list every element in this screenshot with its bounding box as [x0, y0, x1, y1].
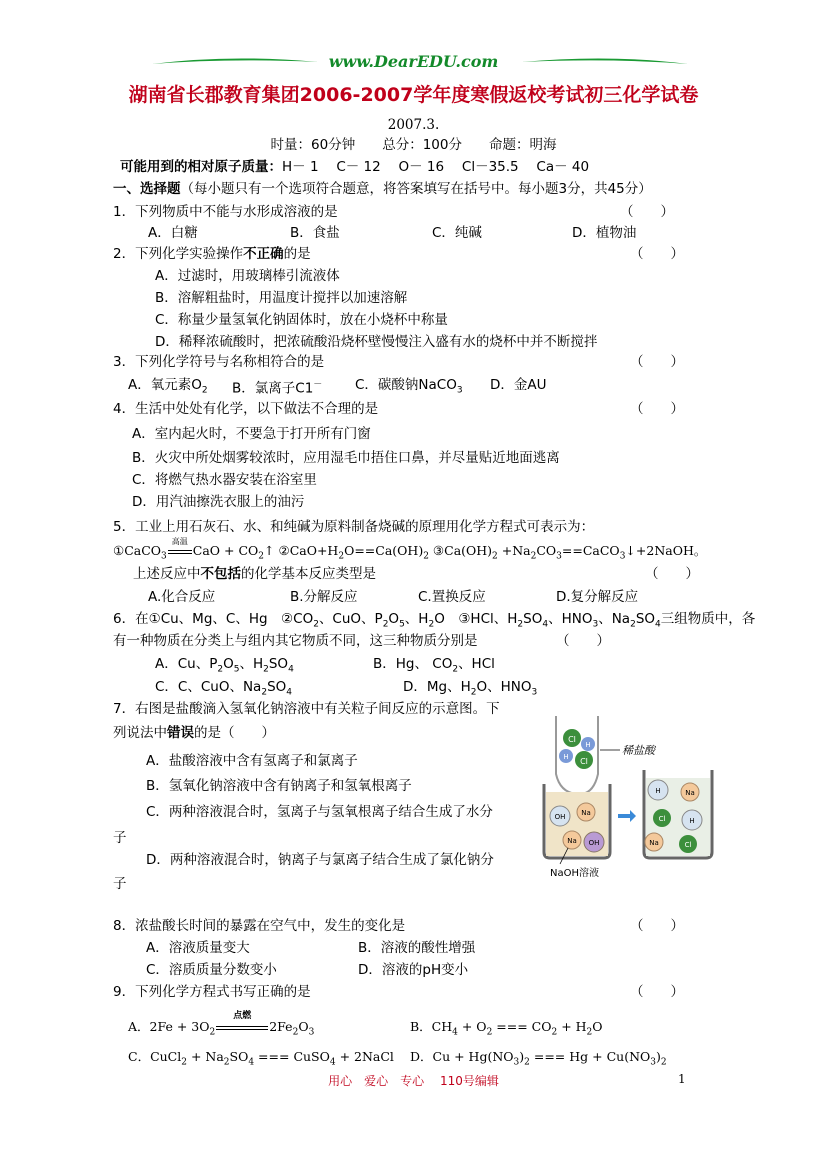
q6-option-a: A．Cu、$P_2O_5$、$H_2SO_4$: [155, 656, 294, 675]
q5-eq1-pre: ①CaCO: [113, 543, 162, 558]
q7-stem-line1: 7．右图是盐酸滴入氢氧化钠溶液中有关粒子间反应的示意图。下: [113, 701, 500, 717]
q6-sub4: 2: [428, 619, 435, 630]
q6-a-sub4: 4: [288, 664, 294, 675]
q2-stem: [113, 245, 311, 263]
q1-answer-paren[interactable]: （ ）: [620, 204, 674, 220]
q6-s1: 6．在①Cu、Mg、C、Hg ②CO: [113, 611, 314, 627]
q5-line2-emphasis: 不包括: [200, 566, 241, 582]
q9-c2: + Na: [186, 1049, 224, 1064]
q7-option-a: A．盐酸溶液中含有氢离子和氯离子: [146, 753, 358, 769]
q9-d-sub2: 2: [524, 1057, 530, 1068]
q9-b-sub: 4: [452, 1027, 458, 1038]
q9-answer-paren[interactable]: （ ）: [630, 984, 684, 1000]
exam-meta: 时量：60分钟 总分：100分 命题：明海: [270, 137, 557, 153]
q5-stem: 5．工业上用石灰石、水、和纯碱为原料制备烧碱的原理用化学方程式可表示为：: [113, 519, 595, 535]
dilute-hcl-label: 稀盐酸: [622, 744, 655, 757]
q4-option-c: C．将燃气热水器安装在浴室里: [132, 472, 317, 488]
q9-cond-text: 点燃: [233, 1011, 252, 1021]
q6-s10: 三组物质中，各: [660, 611, 756, 627]
chloride-label-3: Cl: [658, 815, 666, 823]
q9-d2: ): [519, 1049, 525, 1064]
q1-stem: 1．下列物质中不能与水形成溶液的是: [113, 204, 338, 220]
q6-sub2: 2: [382, 619, 389, 630]
section-heading: [113, 180, 652, 198]
q6-d1: D．Mg、H: [403, 679, 471, 695]
q9-c-sub3: 4: [248, 1057, 255, 1068]
q9-d4: ): [656, 1049, 661, 1064]
q7-l2-pre: 列说法中: [113, 725, 167, 741]
q5-option-a: A.化合反应: [148, 589, 216, 605]
q6-a-sub3: 2: [263, 664, 269, 675]
q5-eq3-sub: 2: [492, 551, 498, 562]
q3-option-a: [128, 376, 208, 400]
q7-stem-line2: [113, 724, 275, 742]
q7-option-d-line1: D．两种溶液混合时，钠离子与氯离子结合生成了氯化钠分: [146, 852, 494, 868]
q9-stem: 9．下列化学方程式书写正确的是: [113, 984, 311, 1000]
q8-answer-paren[interactable]: （ ）: [630, 918, 684, 934]
q5-equations: [113, 537, 707, 566]
q5-eq2-b: O==Ca(OH): [344, 543, 424, 558]
q6-sub1: 2: [313, 619, 319, 630]
q5-option-d: D.复分解反应: [556, 589, 639, 605]
q9-a3: O: [298, 1019, 309, 1034]
q1-option-d: D．植物油: [572, 225, 637, 241]
chloride-ion-label-2: Cl: [580, 757, 588, 766]
q9-a-sub2: 2: [292, 1027, 299, 1038]
hydrogen-ion-label-2: H: [563, 753, 569, 761]
sodium-label-3: Na: [685, 789, 695, 797]
q5-answer-paren[interactable]: （ ）: [645, 566, 699, 582]
atomic-mass-label: 可能用到的相对原子质量：: [120, 159, 282, 175]
q2-option-c: C．称量少量氢氧化钠固体时，放在小烧杯中称量: [155, 312, 448, 328]
q5-eq1-post: CaO + CO: [192, 543, 259, 558]
atomic-mass-values: H－ 1 C－ 12 O－ 16 Cl－35.5 Ca－ 40: [282, 159, 590, 175]
q6-stem-line2: 有一种物质在分类上与组内其它物质不同，这三种物质分别是: [113, 633, 478, 649]
q9-option-c: [128, 1048, 394, 1072]
exam-title: 湖南省长郡教育集团2006-2007学年度寒假返校考试初三化学试卷: [128, 84, 699, 106]
q9-d3: === Hg + Cu(NO: [529, 1049, 651, 1064]
q6-sub8: 2: [630, 619, 636, 630]
q4-option-b: B．火灾中所处烟雾较浓时，应用湿毛巾捂住口鼻，并尽量贴近地面逃离: [132, 450, 560, 466]
q6-d-sub2: 3: [531, 687, 538, 698]
q9-b-sub2: 2: [486, 1027, 493, 1038]
hydrogen-ion-label: H: [585, 741, 591, 749]
q6-s4: 、H: [404, 611, 429, 627]
q8-stem: 8．浓盐酸长时间的暴露在空气中，发生的变化是: [113, 918, 406, 934]
q5-eq1-arrow: ↑: [264, 543, 275, 558]
q9-option-a: [128, 1011, 315, 1042]
q6-sub7: 3: [592, 619, 599, 630]
q5-eq3-sub2: 2: [530, 551, 537, 562]
q9-b4: + H: [557, 1019, 587, 1034]
q9-a-sub: 2: [209, 1027, 216, 1038]
q9-c3: SO: [229, 1049, 249, 1064]
q2-answer-paren[interactable]: （ ）: [630, 246, 684, 262]
q5-eq1-sub2: 2: [258, 551, 265, 562]
q9-b-sub4: 2: [586, 1027, 593, 1038]
exam-date: 2007.3.: [387, 117, 440, 133]
q5-line2-pre: 上述反应中: [133, 566, 201, 582]
q9-option-b: [410, 1018, 603, 1042]
q6-a3: 、H: [239, 656, 264, 672]
q6-s8: 、Na: [598, 611, 631, 627]
q3-answer-paren[interactable]: （ ）: [630, 354, 684, 370]
q6-sub5: 2: [517, 619, 524, 630]
q5-eq1-condition: [167, 537, 193, 560]
chloride-ion-label: Cl: [568, 735, 576, 744]
q5-line2-post: 的化学基本反应类型是: [241, 566, 376, 582]
q5-eq3-b: +Na: [497, 543, 531, 558]
q2-stem-emphasis: 不正确: [243, 246, 284, 262]
q3-option-b: [232, 376, 322, 398]
q4-option-a: A．室内起火时，不要急于打开所有门窗: [132, 426, 371, 442]
q5-eq3-sub4: 3: [619, 551, 626, 562]
q5-option-b: B.分解反应: [290, 589, 358, 605]
site-banner[interactable]: www.DearEDU.com: [328, 52, 499, 71]
q5-eq3: ③Ca(OH): [432, 543, 493, 558]
q1-option-b: B．食盐: [290, 225, 340, 241]
q6-sub6: 4: [542, 619, 549, 630]
sodium-label-4: Na: [649, 839, 659, 847]
q6-b1: B．Hg、 CO: [373, 656, 453, 672]
q9-b1: B．CH: [410, 1019, 453, 1034]
q8-option-d: D．溶液的pH变小: [358, 962, 469, 978]
q6-a-sub1: 2: [217, 664, 224, 675]
q9-b3: === CO: [492, 1019, 552, 1034]
q2-option-d: D．稀释浓硫酸时，把浓硫酸沿烧杯壁慢慢注入盛有水的烧杯中并不断搅拌: [155, 334, 598, 350]
water-label: H: [655, 787, 661, 795]
q6-d-sub: 2: [470, 687, 477, 698]
q5-eq1-sub: 3: [161, 551, 167, 562]
q9-c-sub4: 4: [329, 1057, 336, 1068]
q3-c-sub: 3: [456, 385, 463, 396]
q6-s3: O: [388, 611, 400, 627]
water-label-2: H: [689, 817, 695, 825]
q2-stem-post: 的是: [283, 246, 311, 262]
q7-option-b: B．氢氧化钠溶液中含有钠离子和氢氧根离子: [146, 778, 412, 794]
q9-option-d: [410, 1048, 667, 1072]
q6-b-sub: 2: [452, 664, 459, 675]
hydroxide-label-2: OH: [588, 839, 600, 847]
q5-eq3-sub3: 3: [556, 551, 562, 562]
section-label: 一、选择题: [113, 181, 181, 197]
q5-eq3-c: CO: [536, 543, 557, 558]
q8-option-b: B．溶液的酸性增强: [358, 940, 476, 956]
q7-option-c-line2: 子: [113, 830, 127, 846]
q5-eq2-sub: 2: [338, 551, 345, 562]
q9-a-condition: [215, 1011, 269, 1036]
section-note: （每小题只有一个选项符合题意，将答案填写在括号中。每小题3分，共45分）: [180, 181, 652, 197]
q3-a-sub: 2: [201, 385, 208, 396]
q6-a2: O: [223, 656, 234, 672]
q6-a1: A．Cu、P: [155, 656, 218, 672]
q4-option-d: D．用汽油擦洗衣服上的油污: [132, 494, 305, 510]
q2-option-a: A．过滤时，用玻璃棒引流液体: [155, 268, 340, 284]
q9-d-sub3: 3: [650, 1057, 656, 1068]
q6-answer-paren[interactable]: （ ）: [556, 633, 610, 649]
q3-c-text: C．碳酸钠NaCO: [355, 377, 457, 393]
q3-b-sup: －: [313, 380, 323, 390]
arrow-right-icon: [618, 810, 636, 822]
sodium-label: Na: [581, 809, 591, 817]
q4-stem: 4．生活中处处有化学，以下做法不合理的是: [113, 401, 379, 417]
q1-option-a: A．白糖: [148, 225, 198, 241]
q9-b-sub3: 2: [551, 1027, 558, 1038]
q6-c2: SO: [267, 679, 287, 695]
q7-option-d-line2: 子: [113, 876, 127, 892]
q9-a-sub3: 3: [308, 1027, 315, 1038]
q6-s5: O ③HCl、H: [434, 611, 518, 627]
q2-stem-pre: 2．下列化学实验操作: [113, 246, 244, 262]
sodium-label-2: Na: [567, 837, 577, 845]
q9-b5: O: [592, 1019, 603, 1034]
q6-stem: 6．在①Cu、Mg、C、Hg $②CO_2$、CuO、$P_2O_5$、$H_2O$ ③HCl、$H_2SO_4$、$HNO_3$、$Na_2SO_4$三组物质中，各: [113, 611, 756, 630]
q8-option-a: A．溶液质量变大: [146, 940, 250, 956]
q3-stem: 3．下列化学符号与名称相符合的是: [113, 354, 325, 370]
acid-base-reaction-diagram: [538, 714, 718, 884]
q9-b2: + O: [457, 1019, 487, 1034]
q6-sub9: 4: [655, 619, 661, 630]
chloride-label-4: Cl: [684, 841, 692, 849]
q6-c-sub: 2: [261, 687, 268, 698]
q7-option-c-line1: C．两种溶液混合时，氢离子与氢氧根离子结合生成了水分: [146, 804, 493, 820]
q3-b-text: B．氯离子C1: [232, 380, 314, 397]
q5-eq2-sub2: 2: [423, 551, 429, 562]
q2-option-b: B．溶解粗盐时，用温度计搅拌以加速溶解: [155, 290, 408, 306]
q6-d2: O、HNO: [476, 679, 532, 695]
q4-answer-paren[interactable]: （ ）: [630, 401, 684, 417]
q5-eq3-e: ↓+2NaOH。: [625, 543, 707, 558]
q9-c4: === CuSO: [254, 1049, 330, 1064]
q5-option-c: C.置换反应: [418, 589, 486, 605]
q9-d-sub: 3: [513, 1057, 520, 1068]
q6-s7: 、HNO: [548, 611, 593, 627]
q5-eq3-d: ==CaCO: [561, 543, 620, 558]
q6-c1: C．C、CuO、Na: [155, 679, 262, 695]
atomic-mass-line: [120, 158, 589, 176]
q6-option-c: [155, 678, 292, 702]
q6-option-d: [403, 678, 537, 702]
q5-question: [133, 565, 376, 583]
q6-s2: 、CuO、P: [318, 611, 383, 627]
q6-s6: SO: [523, 611, 543, 627]
q6-c-sub2: 4: [286, 687, 293, 698]
q3-option-d: D．金AU: [490, 377, 547, 393]
q9-c1: C．CuCl: [128, 1049, 182, 1064]
q6-a4: SO: [268, 656, 289, 672]
q9-a2: 2Fe: [269, 1019, 293, 1034]
q7-l2-post[interactable]: 的是（ ）: [194, 725, 275, 741]
page-footer: 用心 爱心 专心 110号编辑: [328, 1074, 499, 1088]
q5-cond-text: 高温: [171, 537, 188, 546]
q3-a-text: A．氧元素O: [128, 377, 202, 393]
q9-c5: + 2NaCl: [335, 1049, 394, 1064]
q6-b2: 、HCl: [458, 656, 495, 672]
page-number: 1: [678, 1072, 686, 1086]
q9-c-sub2: 2: [223, 1057, 230, 1068]
q9-d-sub4: 2: [660, 1057, 667, 1068]
q9-c-sub: 2: [181, 1057, 187, 1068]
q5-eq2: ②CaO+H: [278, 543, 339, 558]
q1-option-c: C．纯碱: [432, 225, 482, 241]
q6-s9: SO: [635, 611, 656, 627]
q9-d1: D．Cu + Hg(NO: [410, 1049, 514, 1064]
hydroxide-label: OH: [554, 813, 566, 821]
naoh-solution-label: NaOH溶液: [550, 868, 599, 879]
q8-option-c: C．溶质质量分数变小: [146, 962, 277, 978]
q6-option-b: [373, 655, 495, 679]
q3-option-c: [355, 376, 463, 400]
q9-a1: A．2Fe + 3O: [128, 1019, 210, 1034]
q7-l2-emphasis: 错误: [167, 725, 194, 741]
